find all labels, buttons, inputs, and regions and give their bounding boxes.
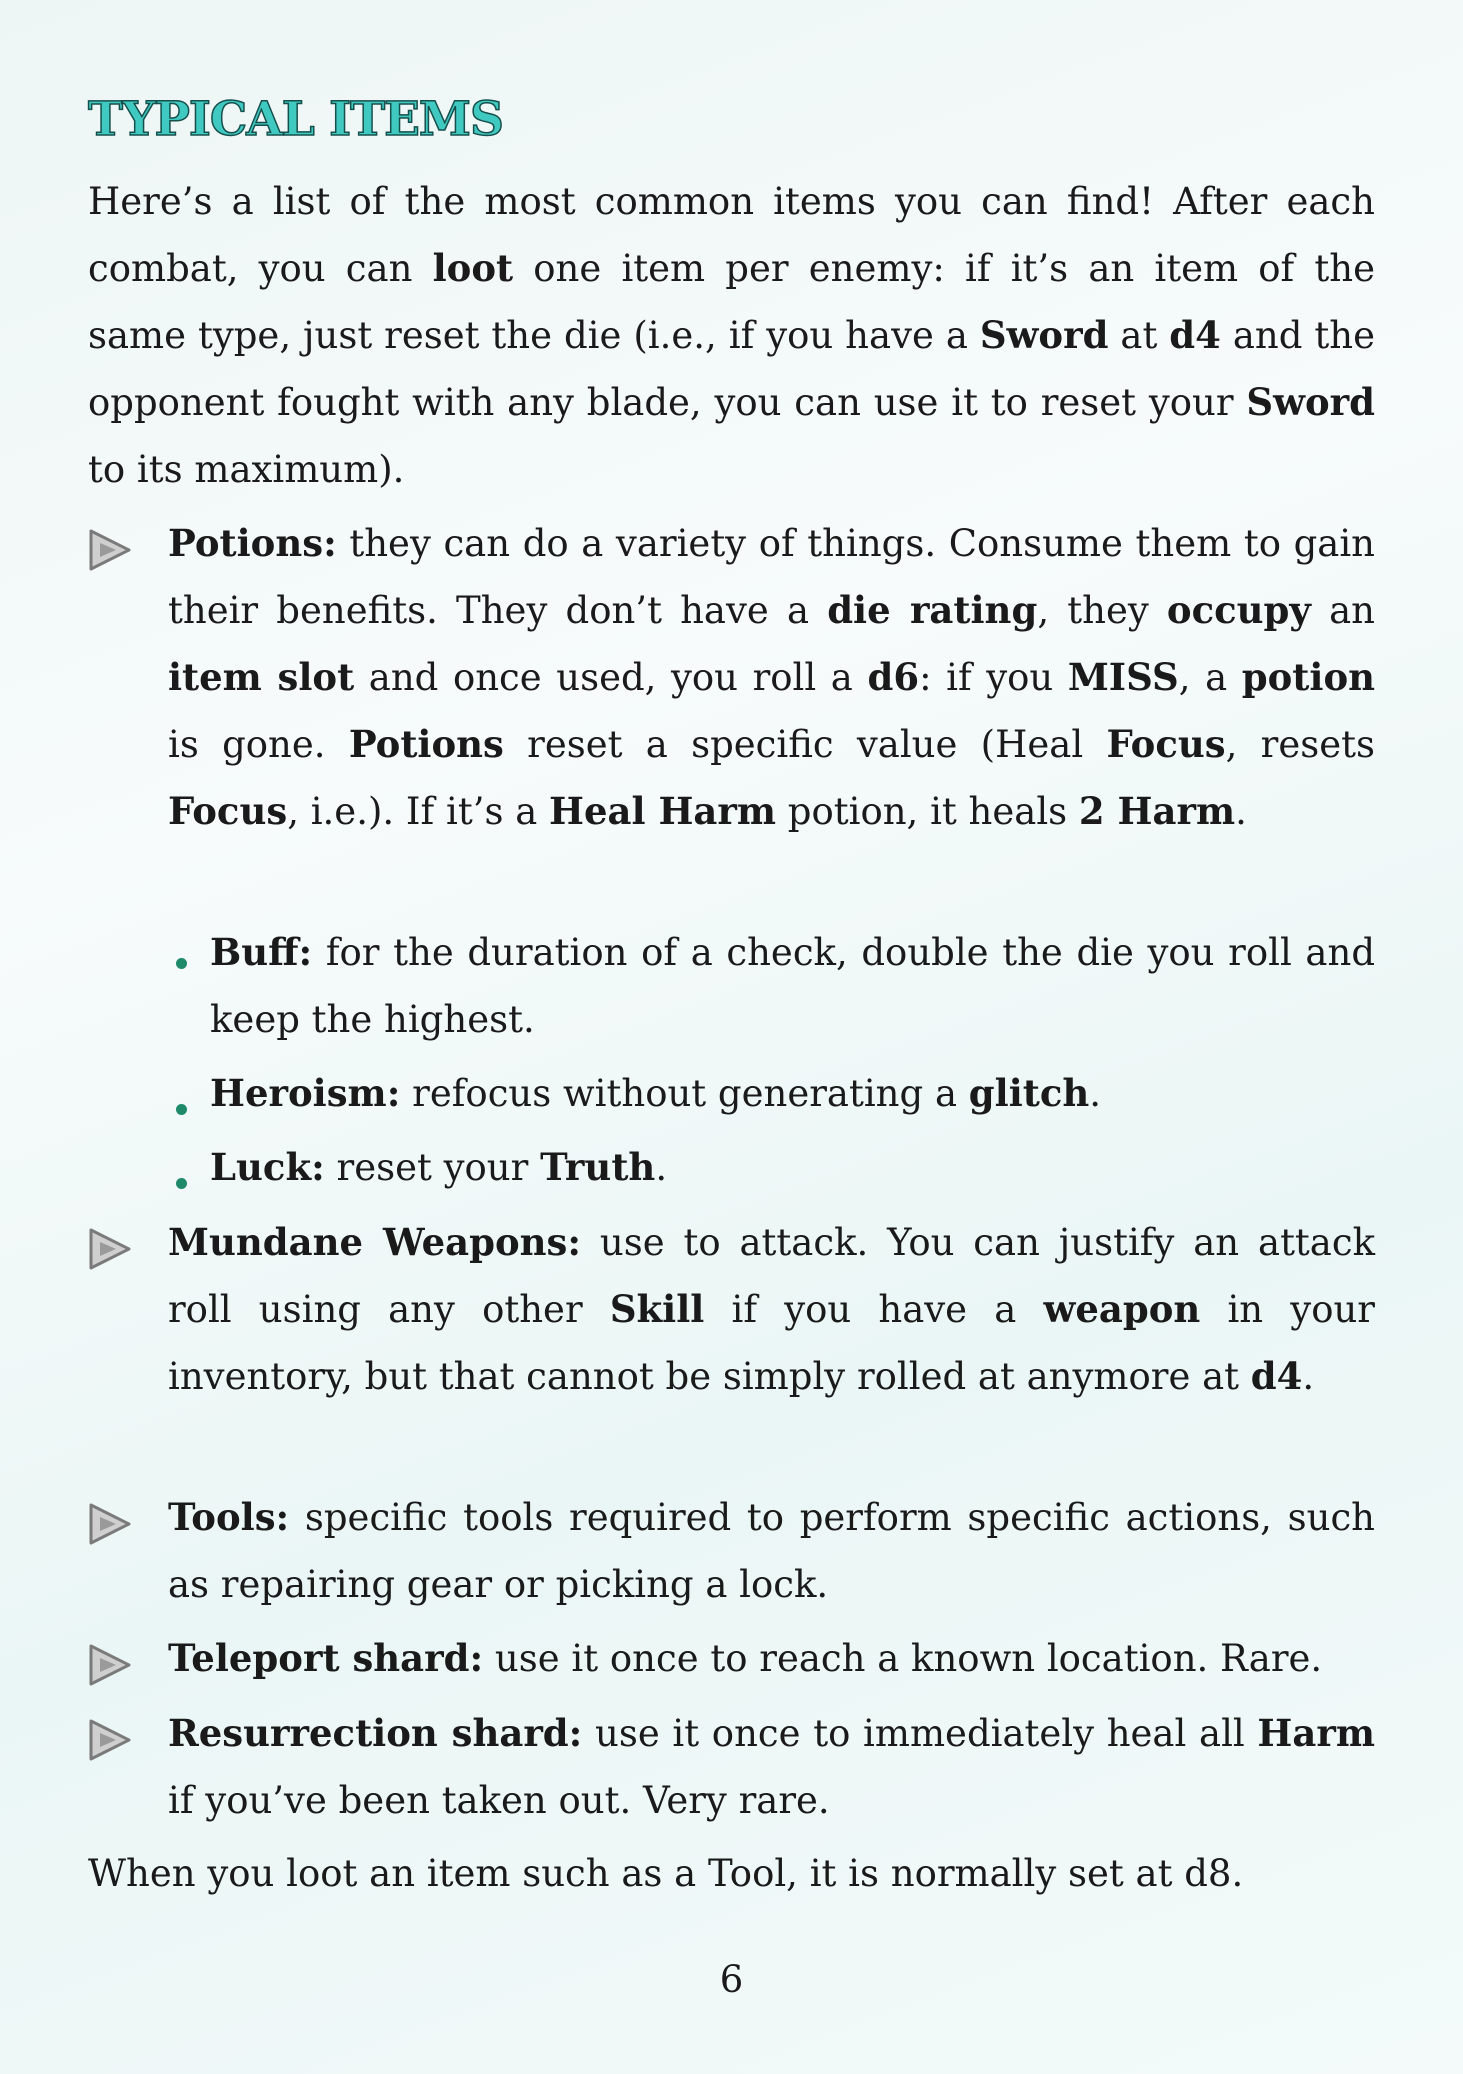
item-text: is gone.	[168, 723, 349, 766]
buff-label: Buff:	[210, 930, 313, 974]
arrow-bullet-icon	[88, 1718, 132, 1762]
list-item-mundane-weapons	[88, 1209, 1375, 1410]
item-text: .	[1089, 1072, 1102, 1115]
term: d4	[1250, 1354, 1303, 1398]
tools-label: Tools:	[168, 1495, 290, 1539]
list-item-tools	[88, 1484, 1375, 1618]
teleport-shard-label: Teleport shard:	[168, 1636, 484, 1680]
item-text: if you have a	[704, 1288, 1044, 1331]
term: item slot	[168, 655, 355, 699]
term: d6	[867, 655, 920, 699]
term: weapon	[1043, 1287, 1201, 1331]
sword-term: Sword	[979, 313, 1109, 357]
item-text: , i.e.). If it’s a	[287, 790, 550, 833]
page-number: 6	[719, 1958, 744, 2001]
list-item-heroism	[176, 1060, 1375, 1127]
item-text: an	[1310, 589, 1375, 632]
item-text: specific tools required to perform specific actions, such as repairing gear or picking a lock.	[168, 1496, 1375, 1606]
item-text: reset a specific value (Heal	[503, 723, 1107, 766]
item-text: : if you	[919, 656, 1068, 699]
intro-text: to its maximum).	[88, 448, 405, 491]
sword-term: Sword	[1246, 380, 1375, 424]
term: occupy	[1166, 588, 1311, 632]
item-text: use to attack. You can justify an attack roll using any other	[168, 1221, 1376, 1331]
term: potion	[1241, 655, 1376, 699]
item-text: use it once to immediately heal all	[582, 1712, 1258, 1755]
term: Heal Harm	[549, 789, 777, 833]
intro-paragraph	[88, 168, 1375, 503]
item-text: , they	[1037, 589, 1167, 632]
item-text: reset your	[324, 1146, 541, 1189]
item-text: and once used, you roll a	[354, 656, 868, 699]
list-item-luck	[176, 1134, 1375, 1201]
arrow-bullet-icon	[88, 1643, 132, 1687]
term: Focus	[168, 789, 288, 833]
term: Potions	[348, 722, 504, 766]
item-text: .	[1235, 790, 1247, 833]
intro-text: Here’s a list of the most common items you can find! After each combat, you can	[88, 180, 1375, 290]
term: Truth	[540, 1145, 656, 1189]
arrow-bullet-icon	[88, 1502, 132, 1546]
outro-paragraph: When you loot an item such as a Tool, it is normally set at d8.	[88, 1852, 1244, 1895]
d4-term: d4	[1169, 313, 1221, 357]
intro-text: one item per enemy: if it’s an item of the same type, just reset the die (i.e., if you have a	[88, 247, 1375, 357]
item-text: use it once to reach a known location. Rare.	[483, 1637, 1323, 1680]
loot-term: loot	[432, 246, 514, 290]
item-text: in your inventory, but that cannot be simply rolled at anymore at	[168, 1288, 1375, 1398]
item-text: .	[1302, 1355, 1315, 1398]
item-text: .	[655, 1146, 668, 1189]
term: MISS	[1067, 655, 1179, 699]
term: 2 Harm	[1078, 789, 1236, 833]
heroism-label: Heroism:	[210, 1071, 401, 1115]
list-item-resurrection-shard	[88, 1700, 1375, 1834]
term: glitch	[968, 1071, 1090, 1115]
item-text: , resets	[1225, 723, 1375, 766]
item-text: they can do a variety of things. Consume them to gain their benefits. They don’t have a	[168, 522, 1375, 632]
term: Focus	[1106, 722, 1226, 766]
item-text: if you’ve been taken out. Very rare.	[168, 1779, 830, 1822]
item-text: refocus without generating a	[400, 1072, 969, 1115]
term: die rating	[827, 588, 1038, 632]
luck-label: Luck:	[210, 1145, 325, 1189]
arrow-bullet-icon	[88, 528, 132, 572]
list-item-potions	[88, 510, 1375, 845]
page-title: TYPICAL ITEMS	[88, 92, 503, 147]
term: Skill	[609, 1287, 705, 1331]
item-text: potion, it heals	[776, 790, 1079, 833]
mundane-weapons-label: Mundane Weapons:	[168, 1220, 582, 1264]
list-item-buff	[176, 919, 1375, 1053]
item-text: for the duration of a check, double the die you roll and keep the highest.	[210, 931, 1375, 1041]
resurrection-shard-label: Resurrection shard:	[168, 1711, 583, 1755]
intro-text: and the opponent fought with any blade, you can use it to reset your	[88, 314, 1375, 424]
intro-text: at	[1108, 314, 1170, 357]
list-item-teleport-shard	[88, 1625, 1375, 1692]
potions-label: Potions:	[168, 521, 337, 565]
term: Harm	[1257, 1711, 1375, 1755]
arrow-bullet-icon	[88, 1227, 132, 1271]
item-text: , a	[1178, 656, 1242, 699]
